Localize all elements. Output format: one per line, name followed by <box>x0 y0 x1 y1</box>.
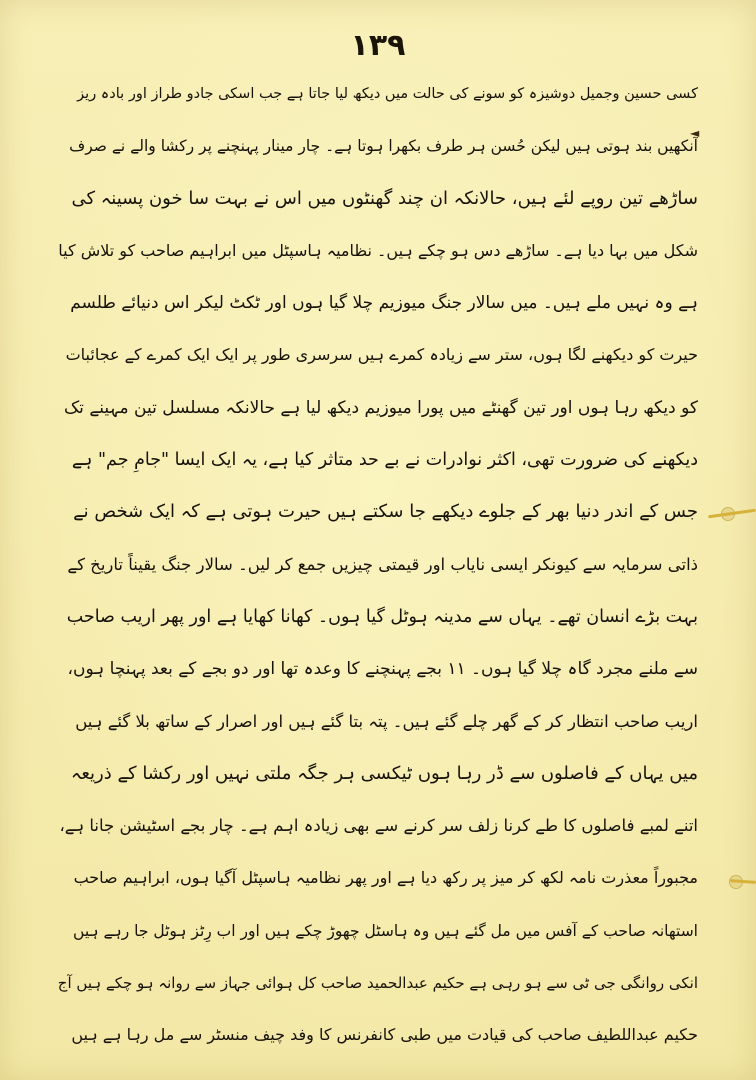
text-line-9: جس کے اندر دنیا بھر کے جلوے دیکھے جا سکتے ہیں حیرت ہوتی ہے کہ ایک شخص نے <box>73 501 698 523</box>
text-line-14: میں یہاں کے فاصلوں سے ڈر رہا ہوں ٹیکسی ہر جگہ ملتی نہیں اور رکشا کے ذریعہ <box>70 762 698 784</box>
margin-arrow-icon: ◄ <box>690 126 700 140</box>
text-line-18: انکی روانگی جی ٹی سے ہو رہی ہے حکیم عبدالحمید صاحب کل ہوائی جہاز سے روانہ ہو چکے ہیں آج <box>58 974 698 993</box>
text-line-12: سے ملنے مجرد گاہ چلا گیا ہوں۔ ۱۱ بجے پہنچنے کا وعدہ تھا اور دو بجے کے بعد پہنچا ہوں، <box>67 659 698 680</box>
text-line-10: ذاتی سرمایہ سے کیونکر ایسی نایاب اور قیمتی چیزیں جمع کر لیں۔ سالار جنگ یقیناً تاریخ کے <box>67 554 698 574</box>
text-line-7: کو دیکھ رہا ہوں اور تین گھنٹے میں پورا میوزیم دیکھ لیا ہے حالانکہ مسلسل تین مہینے تک <box>63 397 698 418</box>
text-line-6: حیرت کو دیکھنے لگا ہوں، ستر سے زیادہ کمرے ہیں سرسری طور پر ایک ایک کمرے کے عجائبات <box>65 345 698 365</box>
text-line-3: ساڑھے تین روپے لئے ہیں، حالانکہ ان چند گھنٹوں میں اس نے بہت سا خون پسینہ کی <box>71 187 698 209</box>
text-line-15: اتنے لمبے فاصلوں کا طے کرنا زلف سر کرنے سے بھی زیادہ اہم ہے۔ چار بجے اسٹیشن جانا ہے، <box>59 816 698 836</box>
text-line-17: استھانہ صاحب کے آفس میں مل گئے ہیں وہ ہاسٹل چھوڑ چکے ہیں اور اب رِٹز ہوٹل جا رہے ہیں <box>73 921 698 940</box>
text-line-13: اریب صاحب انتظار کر کے گھر چلے گئے ہیں۔ پتہ بتا گئے ہیں اور اصرار کے ساتھ بلا گئے ہیں <box>75 711 698 731</box>
text-line-11: بہت بڑے انسان تھے۔ یہاں سے مدینہ ہوٹل گیا ہوں۔ کھانا کھایا ہے اور پھر اریب صاحب <box>66 606 698 627</box>
text-line-19: حکیم عبداللطیف صاحب کی قیادت میں طبی کانفرنس کا وفد چیف منسٹر سے مل رہا ہے ہیں <box>71 1025 698 1045</box>
text-line-1: کسی حسین وجمیل دوشیزہ کو سونے کی حالت میں دیکھ لیا جاتا ہے جب اسکی جادو طراز اور بادہ ریز <box>77 86 698 102</box>
text-line-4: شکل میں بہا دیا ہے۔ ساڑھے دس ہو چکے ہیں۔ نظامیہ ہاسپٹل میں ابراہیم صاحب کو تلاش کیا <box>58 240 698 260</box>
text-line-8: دیکھنے کی ضرورت تھی، اکثر نوادرات نے بے حد متاثر کیا ہے، یہ ایک ایسا "جامِ جم" ہے <box>71 450 698 471</box>
urdu-body-text <box>58 68 698 1062</box>
text-line-16: مجبوراً معذرت نامہ لکھ کر میز پر رکھ دیا ہے اور پھر نظامیہ ہاسپٹل آگیا ہوں، ابراہیم صاحب <box>73 868 698 888</box>
page-number: ۱۳۹ <box>350 28 406 63</box>
text-line-5: ہے وہ نہیں ملے ہیں۔ میں سالار جنگ میوزیم چلا گیا ہوں اور ٹکٹ لیکر اس دنیائے طلسم <box>70 293 698 314</box>
text-line-2: آنکھیں بند ہوتی ہیں لیکن حُسن ہر طرف بکھرا ہوتا ہے۔ چار مینار پہنچنے پر رکشا والے نے صرف <box>69 137 698 156</box>
